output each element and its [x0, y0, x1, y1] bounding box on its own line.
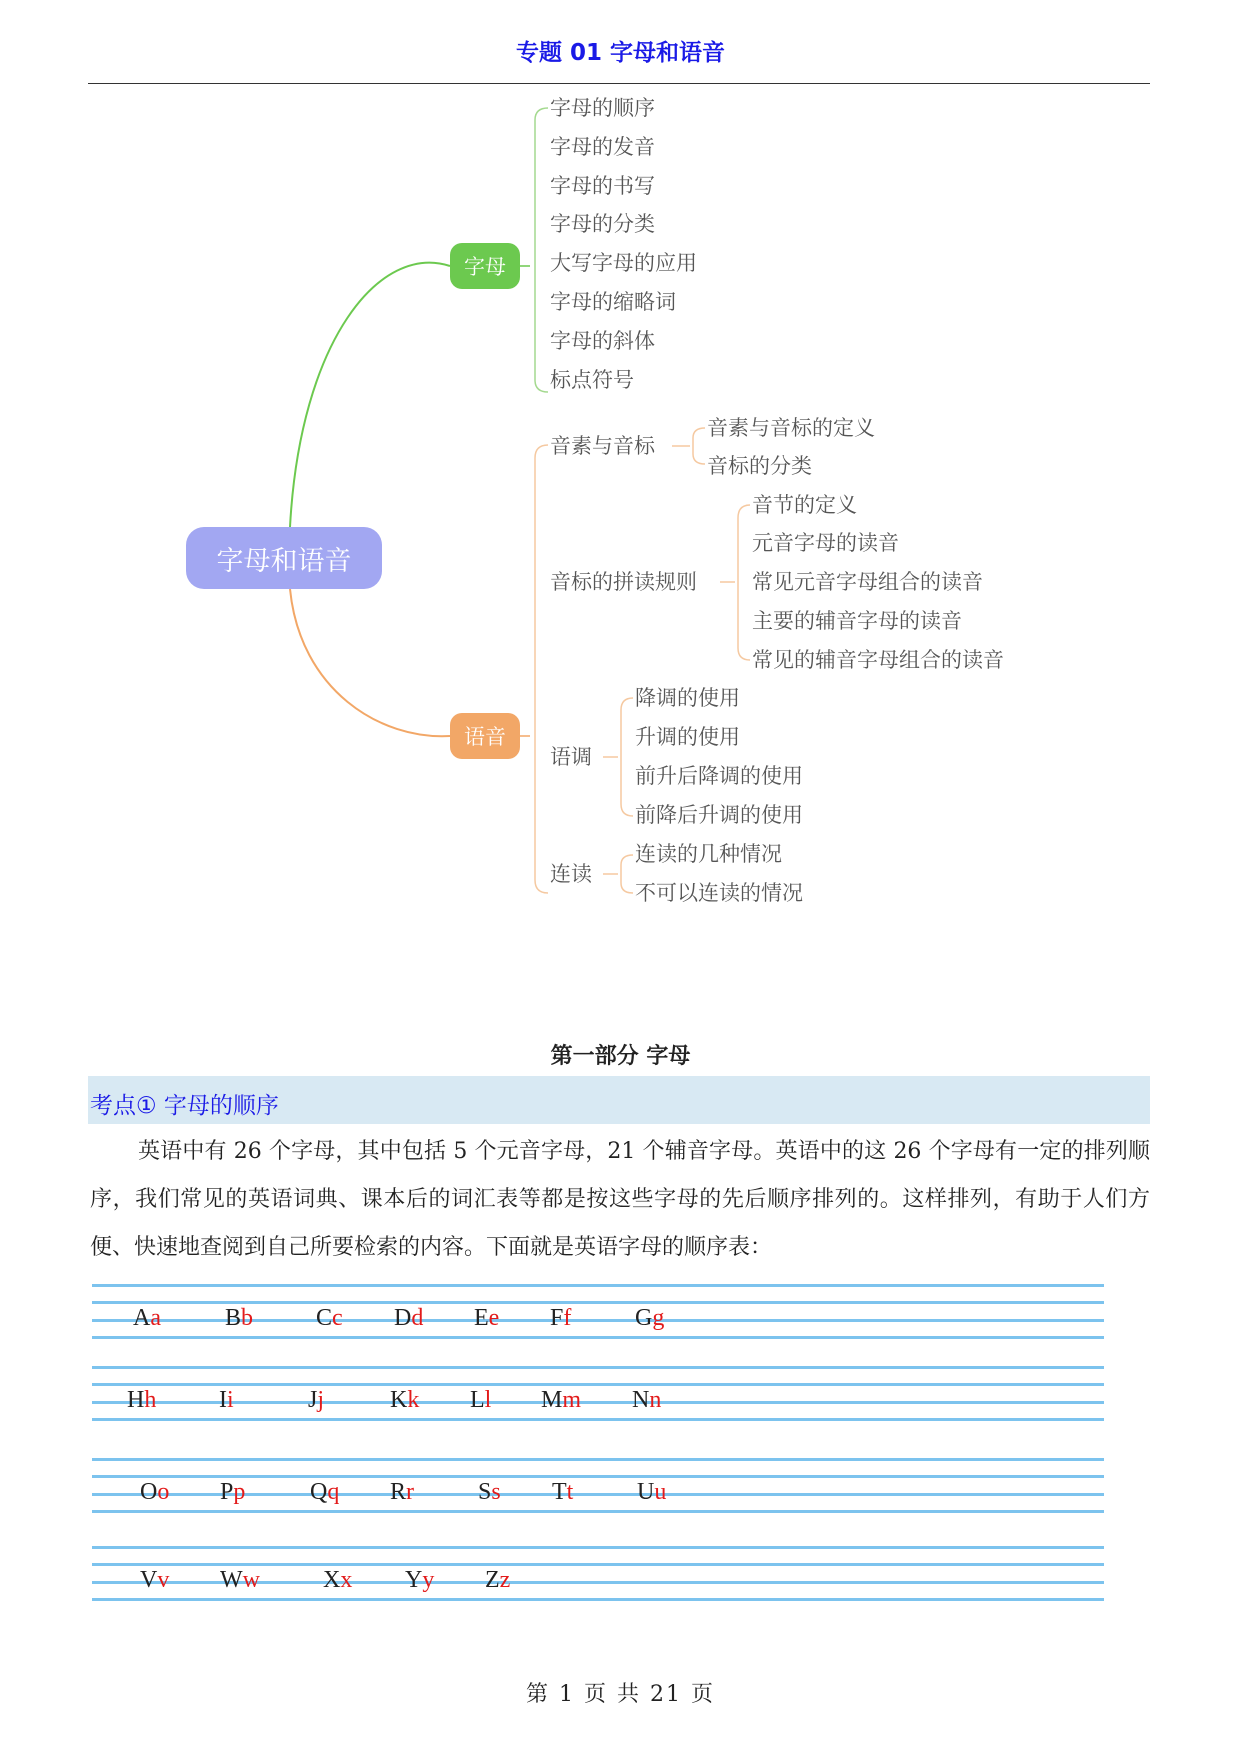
- writing-guide-line: [92, 1563, 1104, 1566]
- leaf-rising-tone: 升调的使用: [635, 725, 740, 749]
- leaf-rise-fall-tone: 前升后降调的使用: [635, 764, 803, 788]
- letter-pair-q: [310, 1480, 339, 1504]
- uppercase-letter: B: [225, 1305, 242, 1331]
- letter-pair-x: [323, 1568, 352, 1592]
- letter-pair-m: [541, 1388, 581, 1412]
- letter-pair-i: [219, 1388, 234, 1412]
- writing-guide-line: [92, 1383, 1104, 1386]
- mind-map: [0, 90, 1241, 1020]
- uppercase-letter: F: [550, 1305, 564, 1331]
- intro-paragraph: 英语中有 26 个字母，其中包括 5 个元音字母，21 个辅音字母。英语中的这 26 个字母有一定的排列顺序，我们常见的英语词典、课本后的词汇表等都是按这些字母的先后顺序排列的。这样排列，有助于人们方便、快速地查阅到自己所要检索的内容。下面就是英语字母的顺序表：: [90, 1139, 1150, 1260]
- letter-pair-l: [470, 1388, 491, 1412]
- lowercase-letter: t: [566, 1479, 574, 1505]
- lowercase-letter: n: [649, 1387, 662, 1413]
- leaf-capital-usage: 大写字母的应用: [550, 251, 697, 275]
- writing-guide-line: [92, 1301, 1104, 1304]
- uppercase-letter: T: [552, 1479, 567, 1505]
- uppercase-letter: Y: [405, 1567, 423, 1593]
- lowercase-letter: d: [411, 1305, 424, 1331]
- letter-pair-o: [140, 1480, 169, 1504]
- leaf-symbol-classification: 音标的分类: [707, 454, 812, 478]
- node-spelling-rules: 音标的拼读规则: [550, 570, 697, 594]
- uppercase-letter: Z: [485, 1567, 500, 1593]
- leaf-phoneme-definition: 音素与音标的定义: [707, 416, 875, 440]
- lowercase-letter: s: [491, 1479, 501, 1505]
- letter-pair-e: [474, 1306, 499, 1330]
- lowercase-letter: y: [422, 1567, 435, 1593]
- uppercase-letter: H: [127, 1387, 145, 1413]
- lowercase-letter: o: [157, 1479, 170, 1505]
- lowercase-letter: p: [233, 1479, 246, 1505]
- lowercase-letter: m: [562, 1387, 582, 1413]
- lowercase-letter: v: [157, 1567, 170, 1593]
- page-footer: 第 1 页 共 21 页: [526, 1682, 715, 1707]
- node-intonation: 语调: [550, 745, 592, 769]
- letter-pair-p: [220, 1480, 245, 1504]
- leaf-liaison-cases: 连读的几种情况: [635, 842, 782, 866]
- letter-pair-y: [405, 1568, 434, 1592]
- letter-pair-z: [485, 1568, 510, 1592]
- writing-guide-line: [92, 1546, 1104, 1549]
- writing-guide-line: [92, 1336, 1104, 1339]
- node-phoneme-symbols: 音素与音标: [550, 434, 655, 458]
- lowercase-letter: x: [340, 1567, 353, 1593]
- lowercase-letter: g: [652, 1305, 665, 1331]
- lowercase-letter: r: [406, 1479, 415, 1505]
- uppercase-letter: N: [632, 1387, 650, 1413]
- letter-pair-w: [220, 1568, 260, 1592]
- letter-pair-n: [632, 1388, 661, 1412]
- letter-pair-a: [133, 1306, 161, 1330]
- lowercase-letter: i: [227, 1387, 234, 1413]
- letter-pair-h: [127, 1388, 156, 1412]
- letter-pair-t: [552, 1480, 573, 1504]
- header-divider: [88, 83, 1150, 84]
- leaf-falling-tone: 降调的使用: [635, 686, 740, 710]
- uppercase-letter: M: [541, 1387, 563, 1413]
- leaf-punctuation: 标点符号: [550, 368, 634, 392]
- writing-guide-line: [92, 1284, 1104, 1287]
- letter-pair-v: [140, 1568, 169, 1592]
- uppercase-letter: I: [219, 1387, 227, 1413]
- letter-pair-k: [390, 1388, 419, 1412]
- branch-phonetics: 语音: [450, 713, 520, 759]
- leaf-no-liaison-cases: 不可以连读的情况: [635, 881, 803, 905]
- uppercase-letter: G: [635, 1305, 653, 1331]
- node-liaison: 连读: [550, 862, 592, 886]
- lowercase-letter: w: [242, 1567, 260, 1593]
- kaodian-title: 考点① 字母的顺序: [90, 1093, 279, 1119]
- uppercase-letter: S: [478, 1479, 492, 1505]
- lowercase-letter: a: [150, 1305, 161, 1331]
- letter-pair-d: [394, 1306, 423, 1330]
- letter-pair-c: [316, 1306, 343, 1330]
- uppercase-letter: K: [390, 1387, 408, 1413]
- lowercase-letter: b: [241, 1305, 254, 1331]
- mind-map-root: 字母和语音: [186, 527, 382, 589]
- lowercase-letter: l: [484, 1387, 492, 1413]
- letter-pair-f: [550, 1306, 571, 1330]
- leaf-consonant-combinations: 常见的辅音字母组合的读音: [752, 648, 1004, 672]
- leaf-fall-rise-tone: 前降后升调的使用: [635, 803, 803, 827]
- leaf-consonant-sounds: 主要的辅音字母的读音: [752, 609, 962, 633]
- lowercase-letter: c: [332, 1305, 343, 1331]
- document-header-title: 专题 01 字母和语音: [515, 40, 726, 66]
- uppercase-letter: V: [140, 1567, 158, 1593]
- writing-guide-line: [92, 1401, 1104, 1404]
- uppercase-letter: E: [474, 1305, 489, 1331]
- lowercase-letter: e: [488, 1305, 500, 1331]
- uppercase-letter: W: [220, 1567, 243, 1593]
- uppercase-letter: C: [316, 1305, 333, 1331]
- writing-guide-line: [92, 1510, 1104, 1513]
- leaf-vowel-sounds: 元音字母的读音: [752, 531, 899, 555]
- writing-guide-line: [92, 1366, 1104, 1369]
- uppercase-letter: Q: [310, 1479, 328, 1505]
- lowercase-letter: h: [144, 1387, 157, 1413]
- uppercase-letter: X: [323, 1567, 341, 1593]
- writing-guide-line: [92, 1458, 1104, 1461]
- leaf-abbreviations: 字母的缩略词: [550, 290, 676, 314]
- writing-guide-line: [92, 1598, 1104, 1601]
- leaf-letter-order: 字母的顺序: [550, 96, 655, 120]
- writing-guide-line: [92, 1418, 1104, 1421]
- leaf-letter-writing: 字母的书写: [550, 174, 655, 198]
- uppercase-letter: O: [140, 1479, 158, 1505]
- uppercase-letter: J: [308, 1387, 318, 1413]
- writing-guide-line: [92, 1475, 1104, 1478]
- leaf-letter-pronunciation: 字母的发音: [550, 135, 655, 159]
- uppercase-letter: U: [637, 1479, 655, 1505]
- branch-letters: 字母: [450, 243, 520, 289]
- uppercase-letter: P: [220, 1479, 234, 1505]
- lowercase-letter: f: [563, 1305, 572, 1331]
- uppercase-letter: A: [133, 1305, 151, 1331]
- leaf-syllable-definition: 音节的定义: [752, 493, 857, 517]
- uppercase-letter: R: [390, 1479, 407, 1505]
- lowercase-letter: u: [654, 1479, 667, 1505]
- letter-pair-s: [478, 1480, 501, 1504]
- lowercase-letter: q: [327, 1479, 340, 1505]
- lowercase-letter: k: [407, 1387, 420, 1413]
- leaf-italics: 字母的斜体: [550, 329, 655, 353]
- uppercase-letter: L: [470, 1387, 485, 1413]
- leaf-letter-classification: 字母的分类: [550, 212, 655, 236]
- uppercase-letter: D: [394, 1305, 412, 1331]
- letter-pair-u: [637, 1480, 666, 1504]
- letter-pair-g: [635, 1306, 664, 1330]
- lowercase-letter: z: [499, 1567, 511, 1593]
- lowercase-letter: j: [317, 1387, 325, 1413]
- letter-pair-b: [225, 1306, 253, 1330]
- leaf-vowel-combinations: 常见元音字母组合的读音: [752, 570, 983, 594]
- letter-pair-j: [308, 1388, 324, 1412]
- part-title: 第一部分 字母: [550, 1044, 691, 1069]
- letter-pair-r: [390, 1480, 414, 1504]
